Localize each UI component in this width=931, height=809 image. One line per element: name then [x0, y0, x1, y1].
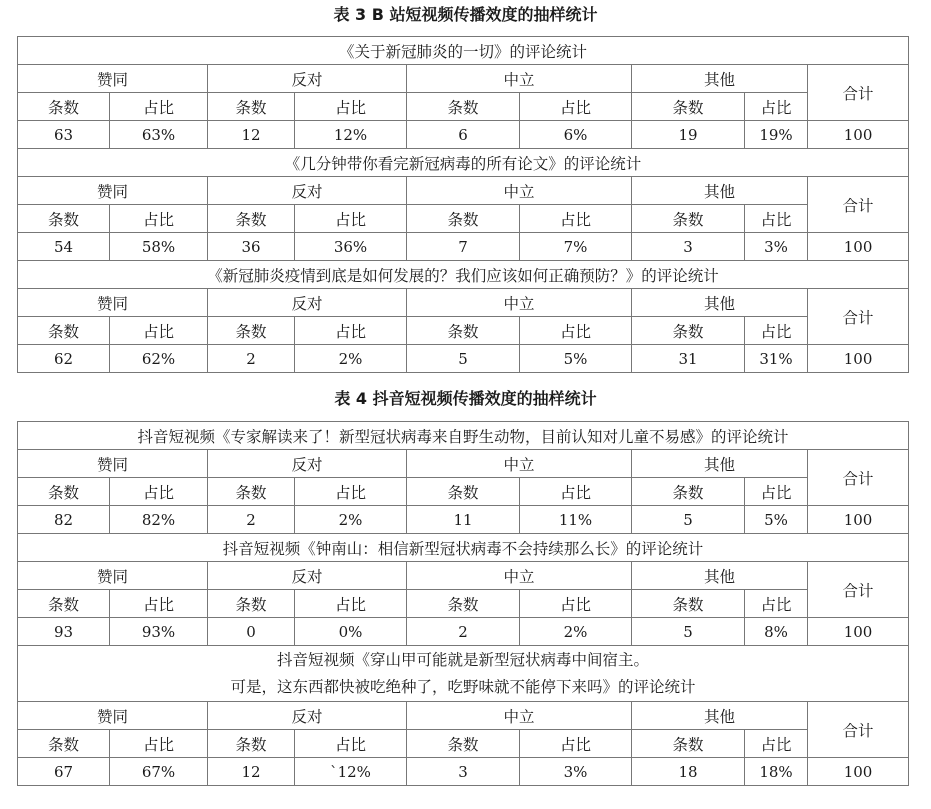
value-cell: 58% — [110, 233, 208, 261]
value-cell: 5 — [407, 345, 520, 373]
sub-header: 条数 — [208, 93, 295, 121]
value-cell: 2 — [208, 345, 295, 373]
sub-header: 条数 — [632, 93, 745, 121]
block-title-text: 《几分钟带你看完新冠病毒的所有论文》的评论统计 — [284, 154, 642, 173]
block-title-text-line2: 可是，这东西都快被吃绝种了，吃野味就不能停下来吗》的评论统计 — [230, 677, 696, 696]
group-header: 其他 — [632, 65, 808, 93]
value-cell: 3 — [632, 233, 745, 261]
group-header: 其他 — [632, 562, 808, 590]
group-header: 赞同 — [18, 177, 208, 205]
sub-header: 条数 — [208, 590, 295, 618]
table-row — [18, 233, 909, 261]
value-cell: 5% — [520, 345, 632, 373]
value-cell: 54 — [18, 233, 110, 261]
sub-header: 条数 — [208, 730, 295, 758]
group-header-row — [18, 177, 909, 205]
group-header: 反对 — [208, 177, 407, 205]
sub-header: 占比 — [745, 205, 808, 233]
value-cell: `12% — [295, 758, 407, 786]
value-cell: 2% — [295, 345, 407, 373]
sub-header: 条数 — [407, 93, 520, 121]
sub-header: 占比 — [520, 478, 632, 506]
value-cell: 82% — [110, 506, 208, 534]
value-cell: 8% — [745, 618, 808, 646]
sub-header: 条数 — [18, 205, 110, 233]
table-3 — [17, 36, 909, 373]
sub-header: 占比 — [520, 590, 632, 618]
sub-header: 条数 — [632, 205, 745, 233]
sub-header: 条数 — [632, 317, 745, 345]
value-cell: 62 — [18, 345, 110, 373]
block-title-row — [18, 37, 909, 65]
group-header: 赞同 — [18, 562, 208, 590]
block-title-text: 《关于新冠肺炎的一切》的评论统计 — [339, 42, 588, 61]
value-cell: 2 — [208, 506, 295, 534]
group-header: 合计 — [808, 450, 909, 506]
value-cell: 7% — [520, 233, 632, 261]
value-cell: 2% — [295, 506, 407, 534]
value-cell: 100 — [808, 506, 909, 534]
value-cell: 2 — [407, 618, 520, 646]
block-title — [18, 422, 909, 450]
group-header: 反对 — [208, 65, 407, 93]
value-cell: 19 — [632, 121, 745, 149]
sub-header: 条数 — [208, 317, 295, 345]
sub-header: 条数 — [18, 317, 110, 345]
group-header: 合计 — [808, 562, 909, 618]
sub-header: 条数 — [18, 590, 110, 618]
value-cell: 18 — [632, 758, 745, 786]
sub-header: 占比 — [520, 93, 632, 121]
sub-header: 条数 — [18, 93, 110, 121]
group-header: 中立 — [407, 562, 632, 590]
block-title-text: 抖音短视频《专家解读来了！新型冠状病毒来自野生动物，目前认知对儿童不易感》的评论统计 — [137, 427, 789, 446]
sub-header: 占比 — [745, 730, 808, 758]
value-cell: 12 — [208, 758, 295, 786]
sub-header: 条数 — [407, 478, 520, 506]
sub-header: 条数 — [632, 590, 745, 618]
value-cell: 11% — [520, 506, 632, 534]
value-cell: 11 — [407, 506, 520, 534]
group-header: 合计 — [808, 289, 909, 345]
block-title — [18, 534, 909, 562]
value-cell: 93 — [18, 618, 110, 646]
value-cell: 2% — [520, 618, 632, 646]
block-title-text: 抖音短视频《钟南山：相信新型冠状病毒不会持续那么长》的评论统计 — [222, 539, 704, 558]
value-cell: 12 — [208, 121, 295, 149]
table-3-caption: 表 3 B 站短视频传播效度的抽样统计 — [333, 5, 598, 24]
sub-header: 占比 — [295, 317, 407, 345]
sub-header: 条数 — [407, 205, 520, 233]
block-title-row — [18, 534, 909, 562]
value-cell: 31% — [745, 345, 808, 373]
value-cell: 36% — [295, 233, 407, 261]
sub-header: 占比 — [745, 317, 808, 345]
group-header: 中立 — [407, 65, 632, 93]
sub-header: 占比 — [520, 730, 632, 758]
group-header-row — [18, 289, 909, 317]
value-cell: 100 — [808, 121, 909, 149]
sub-header: 占比 — [110, 590, 208, 618]
group-header: 合计 — [808, 702, 909, 758]
group-header: 赞同 — [18, 450, 208, 478]
group-header: 赞同 — [18, 65, 208, 93]
block-title-row — [18, 261, 909, 289]
value-cell: 82 — [18, 506, 110, 534]
value-cell: 100 — [808, 345, 909, 373]
value-cell: 100 — [808, 618, 909, 646]
group-header: 中立 — [407, 177, 632, 205]
group-header-row — [18, 562, 909, 590]
sub-header: 条数 — [407, 590, 520, 618]
block-title-row — [18, 422, 909, 450]
group-header: 合计 — [808, 65, 909, 121]
sub-header: 占比 — [745, 590, 808, 618]
value-cell: 18% — [745, 758, 808, 786]
sub-header: 占比 — [520, 205, 632, 233]
value-cell: 3% — [745, 233, 808, 261]
sub-header: 条数 — [18, 478, 110, 506]
sub-header-row — [18, 730, 909, 758]
value-cell: 5 — [632, 506, 745, 534]
value-cell: 12% — [295, 121, 407, 149]
block-title — [18, 37, 909, 65]
table-row — [18, 618, 909, 646]
value-cell: 67% — [110, 758, 208, 786]
group-header: 赞同 — [18, 702, 208, 730]
sub-header: 条数 — [407, 317, 520, 345]
sub-header: 占比 — [295, 730, 407, 758]
group-header-row — [18, 65, 909, 93]
sub-header: 占比 — [295, 93, 407, 121]
group-header: 中立 — [407, 289, 632, 317]
value-cell: 63% — [110, 121, 208, 149]
table-row — [18, 345, 909, 373]
sub-header: 条数 — [208, 478, 295, 506]
group-header: 反对 — [208, 702, 407, 730]
value-cell: 5% — [745, 506, 808, 534]
sub-header: 占比 — [295, 590, 407, 618]
sub-header-row — [18, 205, 909, 233]
sub-header: 条数 — [208, 205, 295, 233]
table-row — [18, 121, 909, 149]
block-title — [18, 646, 909, 702]
group-header: 反对 — [208, 450, 407, 478]
value-cell: 7 — [407, 233, 520, 261]
sub-header: 条数 — [632, 730, 745, 758]
sub-header: 占比 — [110, 205, 208, 233]
group-header: 其他 — [632, 289, 808, 317]
group-header-row — [18, 450, 909, 478]
sub-header-row — [18, 590, 909, 618]
value-cell: 31 — [632, 345, 745, 373]
value-cell: 62% — [110, 345, 208, 373]
sub-header: 条数 — [407, 730, 520, 758]
block-title-text: 《新冠肺炎疫情到底是如何发展的？我们应该如何正确预防？》的评论统计 — [207, 266, 719, 285]
sub-header-row — [18, 93, 909, 121]
group-header: 合计 — [808, 177, 909, 233]
sub-header-row — [18, 478, 909, 506]
table-row — [18, 506, 909, 534]
group-header-row — [18, 702, 909, 730]
table-4-caption: 表 4 抖音短视频传播效度的抽样统计 — [334, 389, 597, 408]
value-cell: 100 — [808, 233, 909, 261]
value-cell: 0% — [295, 618, 407, 646]
sub-header: 占比 — [745, 478, 808, 506]
group-header: 其他 — [632, 450, 808, 478]
value-cell: 6 — [407, 121, 520, 149]
sub-header: 占比 — [295, 478, 407, 506]
group-header: 其他 — [632, 177, 808, 205]
sub-header: 占比 — [520, 317, 632, 345]
group-header: 中立 — [407, 450, 632, 478]
value-cell: 67 — [18, 758, 110, 786]
block-title — [18, 149, 909, 177]
sub-header: 占比 — [110, 730, 208, 758]
sub-header: 占比 — [110, 317, 208, 345]
value-cell: 19% — [745, 121, 808, 149]
value-cell: 36 — [208, 233, 295, 261]
group-header: 赞同 — [18, 289, 208, 317]
block-title-text: 抖音短视频《穿山甲可能就是新型冠状病毒中间宿主。 — [277, 650, 650, 669]
sub-header: 条数 — [632, 478, 745, 506]
sub-header: 条数 — [18, 730, 110, 758]
block-title-row — [18, 646, 909, 702]
sub-header: 占比 — [745, 93, 808, 121]
group-header: 中立 — [407, 702, 632, 730]
value-cell: 5 — [632, 618, 745, 646]
value-cell: 6% — [520, 121, 632, 149]
group-header: 其他 — [632, 702, 808, 730]
block-title — [18, 261, 909, 289]
table-4 — [17, 421, 909, 786]
value-cell: 93% — [110, 618, 208, 646]
sub-header: 占比 — [110, 93, 208, 121]
value-cell: 3% — [520, 758, 632, 786]
group-header: 反对 — [208, 562, 407, 590]
value-cell: 0 — [208, 618, 295, 646]
sub-header: 占比 — [110, 478, 208, 506]
sub-header: 占比 — [295, 205, 407, 233]
table-row — [18, 758, 909, 786]
sub-header-row — [18, 317, 909, 345]
value-cell: 3 — [407, 758, 520, 786]
value-cell: 63 — [18, 121, 110, 149]
block-title-row — [18, 149, 909, 177]
value-cell: 100 — [808, 758, 909, 786]
group-header: 反对 — [208, 289, 407, 317]
